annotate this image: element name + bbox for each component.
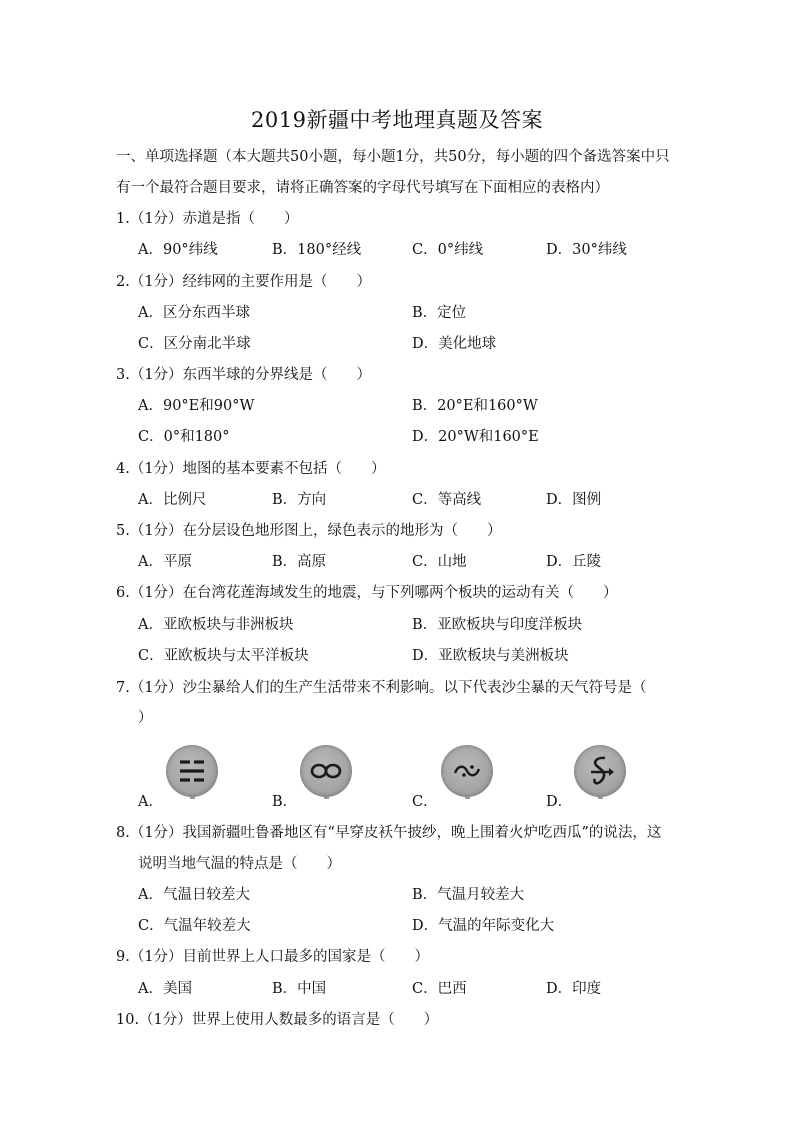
q3-option-b: B．20°E和160°W (412, 398, 538, 414)
q3-option-d: D．20°W和160°E (412, 429, 539, 445)
q7-option-a: A． (138, 794, 163, 810)
sandstorm-symbol-icon (574, 745, 626, 797)
page-title: 2019新疆中考地理真题及答案 (251, 108, 543, 132)
q5-option-a: A．平原 (138, 554, 192, 570)
q6-option-d: D．亚欧板块与美洲板块 (412, 648, 569, 664)
haze-symbol-icon (300, 745, 352, 797)
q4-option-b: B．方向 (272, 492, 327, 508)
q8-option-d: D．气温的年际变化大 (412, 918, 555, 934)
section-heading-line1: 一、单项选择题（本大题共50小题，每小题1分，共50分，每小题的四个备选答案中只 (116, 149, 670, 165)
q6-option-b: B．亚欧板块与印度洋板块 (412, 617, 583, 633)
q2-option-a: A．区分东西半球 (138, 305, 250, 321)
q8-option-b: B．气温月较差大 (412, 887, 525, 903)
question-8-stem-cont: 说明当地气温的特点是（ ） (138, 856, 341, 872)
q1-option-d: D．30°纬线 (546, 242, 627, 258)
q7-option-b: B． (272, 794, 298, 810)
q9-option-b: B．中国 (272, 981, 327, 997)
question-6-stem: 6.（1分）在台湾花莲海域发生的地震，与下列哪两个板块的运动有关（ ） (116, 585, 618, 601)
q9-option-d: D．印度 (546, 981, 602, 997)
q5-option-c: C．山地 (412, 554, 467, 570)
q4-option-a: A．比例尺 (138, 492, 207, 508)
q8-option-a: A．气温日较差大 (138, 887, 250, 903)
q9-option-c: C．巴西 (412, 981, 467, 997)
q8-option-c: C．气温年较差大 (138, 918, 251, 934)
section-heading-line2: 有一个最符合题目要求，请将正确答案的字母代号填写在下面相应的表格内） (116, 180, 609, 196)
q7-option-c: C． (412, 794, 438, 810)
q2-option-b: B．定位 (412, 305, 467, 321)
q1-option-b: B．180°经线 (272, 242, 362, 258)
q6-option-a: A．亚欧板块与非洲板块 (138, 617, 294, 633)
q3-option-a: A．90°E和90°W (138, 398, 255, 414)
fog-symbol-icon (166, 745, 218, 797)
question-5-stem: 5.（1分）在分层设色地形图上，绿色表示的地形为（ ） (116, 523, 502, 539)
floating-dust-symbol-icon (441, 745, 493, 797)
q6-option-c: C．亚欧板块与太平洋板块 (138, 648, 309, 664)
q2-option-c: C．区分南北半球 (138, 336, 251, 352)
question-3-stem: 3.（1分）东西半球的分界线是（ ） (116, 367, 372, 383)
question-2-stem: 2.（1分）经纬网的主要作用是（ ） (116, 274, 372, 290)
question-8-stem: 8.（1分）我国新疆吐鲁番地区有“早穿皮袄午披纱，晚上围着火炉吃西瓜”的说法，这 (116, 825, 662, 841)
q1-option-c: C．0°纬线 (412, 242, 484, 258)
q5-option-b: B．高原 (272, 554, 327, 570)
question-7-stem-cont: ） (138, 710, 153, 726)
q4-option-c: C．等高线 (412, 492, 482, 508)
q9-option-a: A．美国 (138, 981, 192, 997)
question-4-stem: 4.（1分）地图的基本要素不包括（ ） (116, 461, 386, 477)
question-1-stem: 1.（1分）赤道是指（ ） (116, 211, 299, 227)
q1-option-a: A．90°纬线 (138, 242, 218, 258)
q3-option-c: C．0°和180° (138, 429, 230, 445)
q5-option-d: D．丘陵 (546, 554, 602, 570)
question-10-stem: 10.（1分）世界上使用人数最多的语言是（ ） (116, 1012, 439, 1028)
q7-option-d: D． (546, 794, 573, 810)
q4-option-d: D．图例 (546, 492, 602, 508)
question-9-stem: 9.（1分）目前世界上人口最多的国家是（ ） (116, 949, 430, 965)
q2-option-d: D．美化地球 (412, 336, 497, 352)
question-7-stem: 7.（1分）沙尘暴给人们的生产生活带来不利影响。以下代表沙尘暴的天气符号是（ (116, 680, 647, 696)
